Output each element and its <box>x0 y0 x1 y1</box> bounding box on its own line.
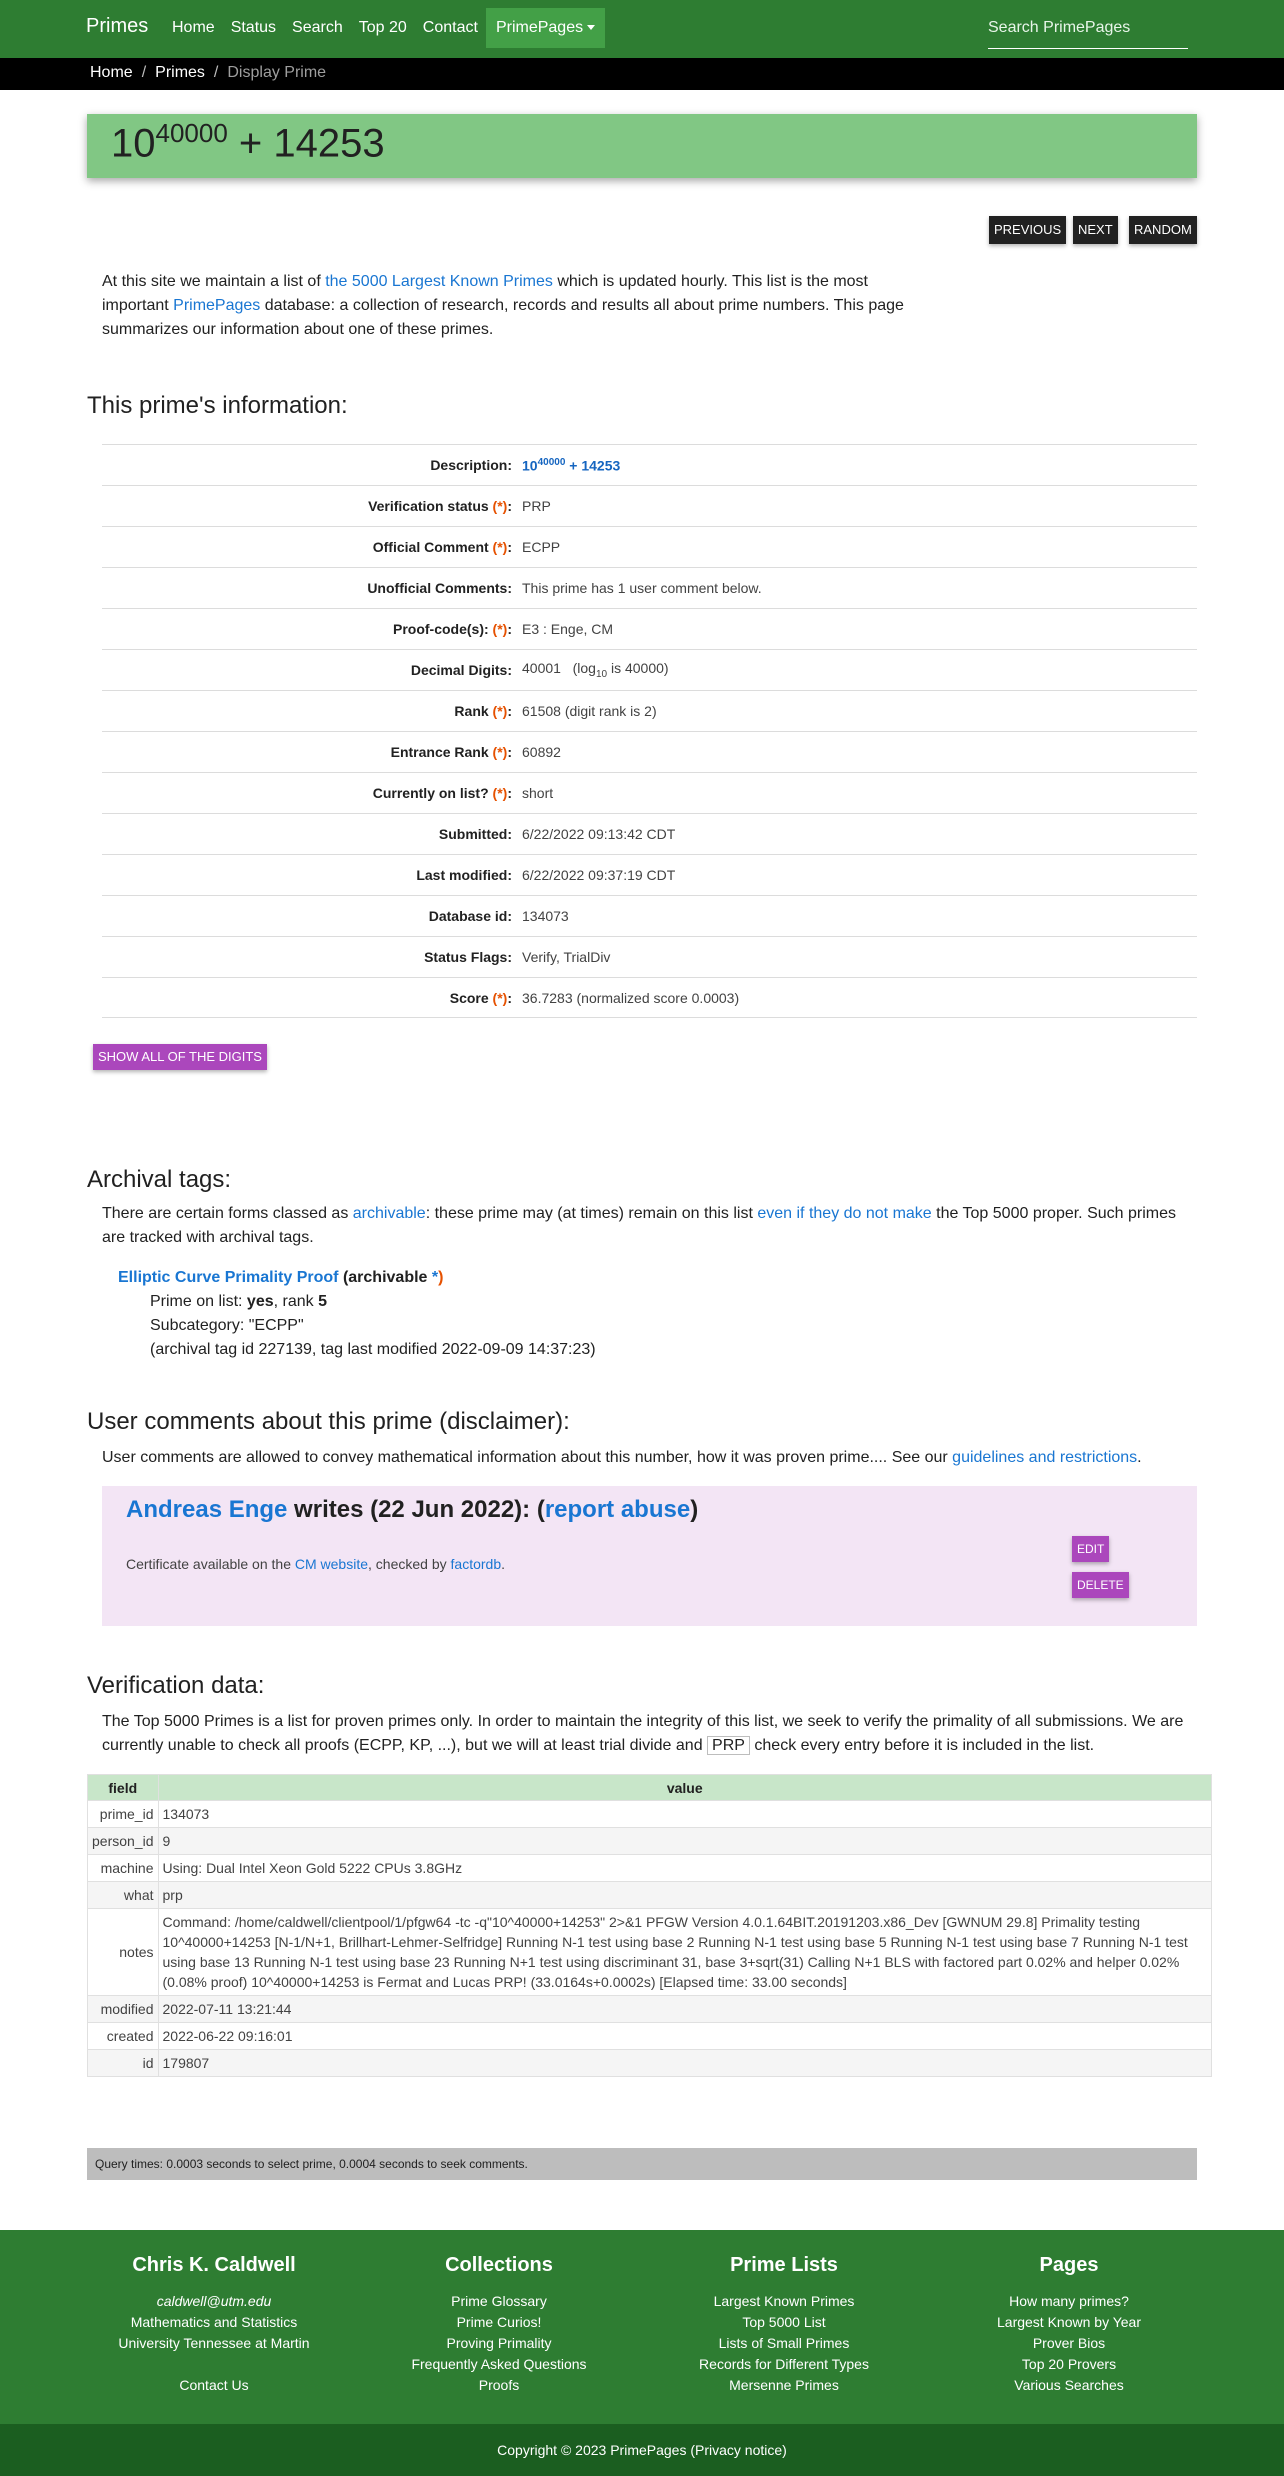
previous-button[interactable]: PREVIOUS <box>989 216 1066 244</box>
verification-paragraph <box>102 1710 1202 1758</box>
info-heading: This prime's information: <box>87 392 348 419</box>
archival-text: : these prime may (at times) remain on this list <box>425 1205 758 1222</box>
footer-link[interactable]: Proving Primality <box>446 2335 552 2351</box>
log-base: 10 <box>595 668 608 680</box>
info-label <box>102 744 522 760</box>
label-text: Score <box>449 989 493 1006</box>
info-value: 6/22/2022 09:13:42 CDT <box>522 826 676 842</box>
comments-text: User comments are allowed to convey mathematical information about this number, how it was proven prime.... See our <box>102 1449 953 1466</box>
info-value: short <box>522 785 554 801</box>
info-label: Database id: <box>428 908 512 924</box>
site-footer <box>0 2230 1284 2424</box>
nav-status[interactable]: Status <box>230 19 277 36</box>
help-star-link[interactable]: (*) <box>492 989 508 1006</box>
footer-copyright <box>0 2424 1284 2476</box>
footer-link[interactable]: Prover Bios <box>1032 2335 1106 2351</box>
desc-rest: + 14253 <box>565 457 621 474</box>
delete-button[interactable]: DELETE <box>1072 1572 1129 1598</box>
archival-text: the Top 5000 proper. Such primes are tracked with archival tags. <box>102 1205 1176 1246</box>
page-title <box>111 118 385 166</box>
query-times-bar: Query times: 0.0003 seconds to select prime, 0.0004 seconds to seek comments. <box>87 2148 1197 2180</box>
edit-button[interactable]: EDIT <box>1072 1536 1109 1562</box>
footer-link[interactable]: Largest Known by Year <box>997 2314 1141 2330</box>
label-text: Official Comment <box>372 539 493 555</box>
footer-link[interactable]: How many primes? <box>1009 2293 1129 2309</box>
field-cell: what <box>88 1882 159 1909</box>
desc-base: 10 <box>522 457 538 474</box>
nav-home[interactable]: Home <box>172 19 215 36</box>
archivable-link[interactable]: archivable <box>352 1205 426 1222</box>
archival-tag-title <box>118 1266 1118 1290</box>
table-row <box>88 2050 1212 2077</box>
info-value: ECPP <box>522 539 561 555</box>
label-text: Currently on list? <box>372 785 493 801</box>
report-abuse-link[interactable]: report abuse <box>544 1496 691 1523</box>
prime-on-list <box>150 1290 1050 1314</box>
label-colon: : <box>507 989 512 1006</box>
field-cell: modified <box>88 1996 159 2023</box>
intro-text: database: a collection of research, records and results all about prime numbers. This page summarizes our information about one of these primes. <box>102 297 904 338</box>
label-colon: : <box>507 785 512 801</box>
top5000-link[interactable]: the 5000 Largest Known Primes <box>325 273 553 290</box>
info-label <box>102 785 522 801</box>
random-button[interactable]: RANDOM <box>1129 216 1197 244</box>
log-text: is 40000) <box>607 660 669 677</box>
value-cell: Command: /home/caldwell/clientpool/1/pfgw64 -tc -q"10^40000+14253" 2>&1 PFGW Version 4.0.1.64BIT.20191203.x86_Dev [GWNUM 29.8] Primality testing 10^40000+14253 [N-1/N+1, Brillhart-Lehmer-Selfridge] Running N-1 test using base 2 Running N-1 test using base 5 Running N-1 test using base 7 Running N-1 test using base 13 Running N-1 test using base 23 Running N+1 test using discriminant 31, base 3+sqrt(31) Calling N+1 BLS with factored part 0.02% and helper 0.02% (0.08% proof) 10^40000+14253 is Fermat and Lucas PRP! (33.0164s+0.0002s) [Elapsed time: 33.00 seconds] <box>158 1909 1212 1996</box>
next-button[interactable]: NEXT <box>1073 216 1118 244</box>
archival-paragraph <box>102 1202 1192 1250</box>
label-text: Proof-code(s): <box>392 621 493 637</box>
privacy-notice-link[interactable]: Privacy notice <box>695 2442 783 2458</box>
footer-link[interactable]: Mersenne Primes <box>729 2377 839 2393</box>
breadcrumb-primes[interactable]: Primes <box>155 64 205 81</box>
label-text: Rank <box>454 703 493 719</box>
field-cell: id <box>88 2050 159 2077</box>
info-row-submitted <box>102 813 1197 854</box>
prp-tag: PRP <box>707 1736 750 1755</box>
breadcrumb-bar <box>0 58 1284 90</box>
footer-link[interactable]: Various Searches <box>1014 2377 1124 2393</box>
label-text: Verification status <box>368 498 493 514</box>
comment-body <box>126 1556 505 1572</box>
footer-email-link[interactable]: caldwell@utm.edu <box>156 2293 272 2309</box>
footer-col-title: Chris K. Caldwell <box>132 2254 296 2276</box>
footer-link[interactable]: Prime Glossary <box>451 2293 547 2309</box>
footer-link[interactable]: Records for Different Types <box>699 2356 869 2372</box>
value-cell: prp <box>158 1882 1212 1909</box>
intro-text: which is updated hourly. This list is the most important <box>102 273 868 314</box>
info-row-entrance-rank <box>102 731 1197 772</box>
label-colon: : <box>507 539 512 555</box>
table-header-row <box>88 1775 1212 1801</box>
nav-links <box>164 8 605 48</box>
info-value: 61508 (digit rank is 2) <box>522 703 657 719</box>
info-row-decimal-digits <box>102 649 1197 690</box>
label-text: Prime on list: <box>150 1293 247 1310</box>
info-value: 6/22/2022 09:37:19 CDT <box>522 867 676 883</box>
factordb-link[interactable]: factordb <box>450 1556 502 1572</box>
info-label <box>102 539 522 555</box>
info-row-last-modified <box>102 854 1197 895</box>
footer-col-prime-lists <box>639 2254 929 2396</box>
column-header-value: value <box>158 1775 1212 1801</box>
info-label: Submitted: <box>438 826 512 842</box>
help-star-link[interactable]: (*) <box>492 621 508 637</box>
search-input[interactable]: Search PrimePages <box>988 17 1188 49</box>
verification-table <box>87 1774 1212 2077</box>
help-star-link[interactable]: (*) <box>492 498 508 514</box>
help-star-link[interactable]: (*) <box>492 539 508 555</box>
footer-link[interactable]: Top 5000 List <box>742 2314 826 2330</box>
top-navbar <box>0 0 1284 58</box>
digits-value: 40001 <box>522 660 561 677</box>
info-value: 134073 <box>522 908 569 924</box>
info-row-description <box>102 444 1197 485</box>
footer-col-title: Collections <box>445 2254 553 2276</box>
nav-search[interactable]: Search <box>292 19 343 36</box>
comment-date: writes (22 Jun 2022): ( <box>287 1496 545 1523</box>
comments-text: . <box>1137 1449 1142 1466</box>
even-if-link[interactable]: even if they do not make <box>757 1205 932 1222</box>
table-row <box>88 2023 1212 2050</box>
ecpp-link[interactable]: Elliptic Curve Primality Proof <box>118 1269 339 1286</box>
info-value: 60892 <box>522 744 561 760</box>
verification-text: The Top 5000 Primes is a list for proven primes only. In order to maintain the integrity of this list, we seek to verify the primality of all submissions. We are currently unable to check all proofs (ECPP, KP, ...), but we will at least trial divide and <box>102 1713 1184 1754</box>
table-row <box>88 1801 1212 1828</box>
info-row-rank <box>102 690 1197 731</box>
log-text: (log <box>572 660 596 677</box>
footer-spacer <box>69 2354 359 2375</box>
footer-link[interactable]: Top 20 Provers <box>1021 2356 1117 2372</box>
info-row-status-flags <box>102 936 1197 977</box>
user-comment-card <box>102 1486 1197 1626</box>
help-star-link[interactable]: (*) <box>492 744 508 760</box>
prime-info-table <box>102 444 1197 1018</box>
caret-down-icon <box>587 25 595 30</box>
table-row <box>88 1996 1212 2023</box>
verification-text: check every entry before it is included in the list. <box>749 1737 1095 1754</box>
comments-heading: User comments about this prime (disclaimer): <box>87 1408 570 1435</box>
archival-tag-details <box>150 1290 1050 1362</box>
footer-text: University Tennessee at Martin <box>118 2335 310 2351</box>
info-label: Status Flags: <box>424 949 512 965</box>
rank-value: 5 <box>318 1293 327 1310</box>
nav-contact[interactable]: Contact <box>422 19 478 36</box>
field-cell: person_id <box>88 1828 159 1855</box>
archival-tag-info: (archival tag id 227139, tag last modified 2022-09-09 14:37:23) <box>150 1341 596 1358</box>
info-value: PRP <box>522 498 551 514</box>
footer-link[interactable]: Prime Curios! <box>456 2314 542 2330</box>
help-star-link[interactable]: (*) <box>492 703 508 719</box>
comments-paragraph <box>102 1446 1202 1470</box>
copyright-text: ) <box>782 2442 787 2458</box>
cm-website-link[interactable]: CM website <box>294 1556 369 1572</box>
footer-link[interactable]: Frequently Asked Questions <box>411 2356 587 2372</box>
breadcrumb-current: Display Prime <box>227 64 327 81</box>
value-cell: 9 <box>158 1828 1212 1855</box>
info-row-proof-codes <box>102 608 1197 649</box>
label-text: , rank <box>273 1293 319 1310</box>
breadcrumb-separator: / <box>141 64 147 81</box>
prime-title-card <box>87 114 1197 178</box>
footer-col-collections <box>354 2254 644 2396</box>
footer-link[interactable]: Lists of Small Primes <box>718 2335 850 2351</box>
info-label <box>102 498 522 514</box>
footer-col-title: Prime Lists <box>730 2254 838 2276</box>
label-colon: : <box>507 703 512 719</box>
intro-text: At this site we maintain a list of <box>102 273 326 290</box>
table-row <box>88 1882 1212 1909</box>
info-label: Description: <box>430 457 512 473</box>
comment-header <box>126 1496 698 1524</box>
breadcrumb-home[interactable]: Home <box>90 64 133 81</box>
breadcrumb-separator: / <box>213 64 219 81</box>
footer-link[interactable]: Proofs <box>478 2377 520 2393</box>
help-star-link[interactable]: (*) <box>492 785 508 801</box>
archivable-star-link[interactable]: * <box>431 1269 439 1286</box>
comment-text: , checked by <box>368 1556 451 1572</box>
archival-text: There are certain forms classed as <box>102 1205 353 1222</box>
label-text: Entrance Rank <box>390 744 493 760</box>
title-exponent: 40000 <box>155 118 228 148</box>
comment-text: Certificate available on the <box>126 1556 295 1572</box>
label-colon: : <box>507 498 512 514</box>
info-value <box>522 660 669 680</box>
subcategory: Subcategory: "ECPP" <box>150 1317 304 1334</box>
comment-paren: ) <box>690 1496 699 1523</box>
value-cell: 134073 <box>158 1801 1212 1828</box>
info-label <box>102 990 522 1006</box>
archival-heading: Archival tags: <box>87 1166 232 1193</box>
footer-col-author <box>69 2254 359 2396</box>
info-label <box>102 621 522 637</box>
info-label: Unofficial Comments: <box>367 580 512 596</box>
footer-text: Mathematics and Statistics <box>130 2314 298 2330</box>
field-cell: machine <box>88 1855 159 1882</box>
comment-text: . <box>501 1556 505 1572</box>
field-cell: notes <box>88 1909 159 1996</box>
desc-exponent: 40000 <box>537 456 566 468</box>
intro-paragraph <box>102 270 922 342</box>
info-row-database-id <box>102 895 1197 936</box>
info-value: E3 : Enge, CM <box>522 621 614 637</box>
value-cell: 179807 <box>158 2050 1212 2077</box>
field-cell: created <box>88 2023 159 2050</box>
footer-col-pages <box>924 2254 1214 2396</box>
on-list-value: yes <box>246 1293 274 1310</box>
value-cell: 2022-06-22 09:16:01 <box>158 2023 1212 2050</box>
footer-col-title: Pages <box>1039 2254 1099 2276</box>
table-row <box>88 1909 1212 1996</box>
label-colon: : <box>507 621 512 637</box>
info-row-score <box>102 977 1197 1018</box>
author-link[interactable]: Andreas Enge <box>126 1496 288 1523</box>
table-row <box>88 1828 1212 1855</box>
footer-link[interactable]: Largest Known Primes <box>713 2293 855 2309</box>
copyright-text: Copyright © 2023 PrimePages ( <box>497 2442 696 2458</box>
brand-logo[interactable]: Primes <box>86 15 149 37</box>
info-row-official-comment <box>102 526 1197 567</box>
info-label <box>102 703 522 719</box>
title-base: 10 <box>111 121 156 166</box>
nav-top20[interactable]: Top 20 <box>358 19 407 36</box>
value-cell: Using: Dual Intel Xeon Gold 5222 CPUs 3.8GHz <box>158 1855 1212 1882</box>
verification-heading: Verification data: <box>87 1672 265 1699</box>
info-row-currently-on-list <box>102 772 1197 813</box>
info-label: Decimal Digits: <box>410 662 512 678</box>
field-cell: prime_id <box>88 1801 159 1828</box>
tag-suffix: ) <box>438 1269 444 1286</box>
description-link[interactable] <box>522 457 620 474</box>
primepages-link[interactable]: PrimePages <box>173 297 261 314</box>
info-value: This prime has 1 user comment below. <box>522 580 762 596</box>
nav-primepages-dropdown[interactable] <box>486 8 605 48</box>
show-all-digits-button[interactable]: SHOW ALL OF THE DIGITS <box>93 1044 267 1070</box>
label-colon: : <box>507 744 512 760</box>
dropdown-label: PrimePages <box>495 19 584 36</box>
value-cell: 2022-07-11 13:21:44 <box>158 1996 1212 2023</box>
column-header-field: field <box>88 1775 159 1801</box>
title-rest: + 14253 <box>227 121 385 166</box>
footer-contact-link[interactable]: Contact Us <box>179 2377 249 2393</box>
guidelines-link[interactable]: guidelines and restrictions <box>952 1449 1138 1466</box>
breadcrumb <box>90 64 326 82</box>
info-row-verification <box>102 485 1197 526</box>
info-value: 36.7283 (normalized score 0.0003) <box>522 989 740 1006</box>
tag-suffix: (archivable <box>338 1269 432 1286</box>
table-row <box>88 1855 1212 1882</box>
info-value: Verify, TrialDiv <box>522 949 611 965</box>
info-row-unofficial-comments <box>102 567 1197 608</box>
info-label: Last modified: <box>416 867 512 883</box>
